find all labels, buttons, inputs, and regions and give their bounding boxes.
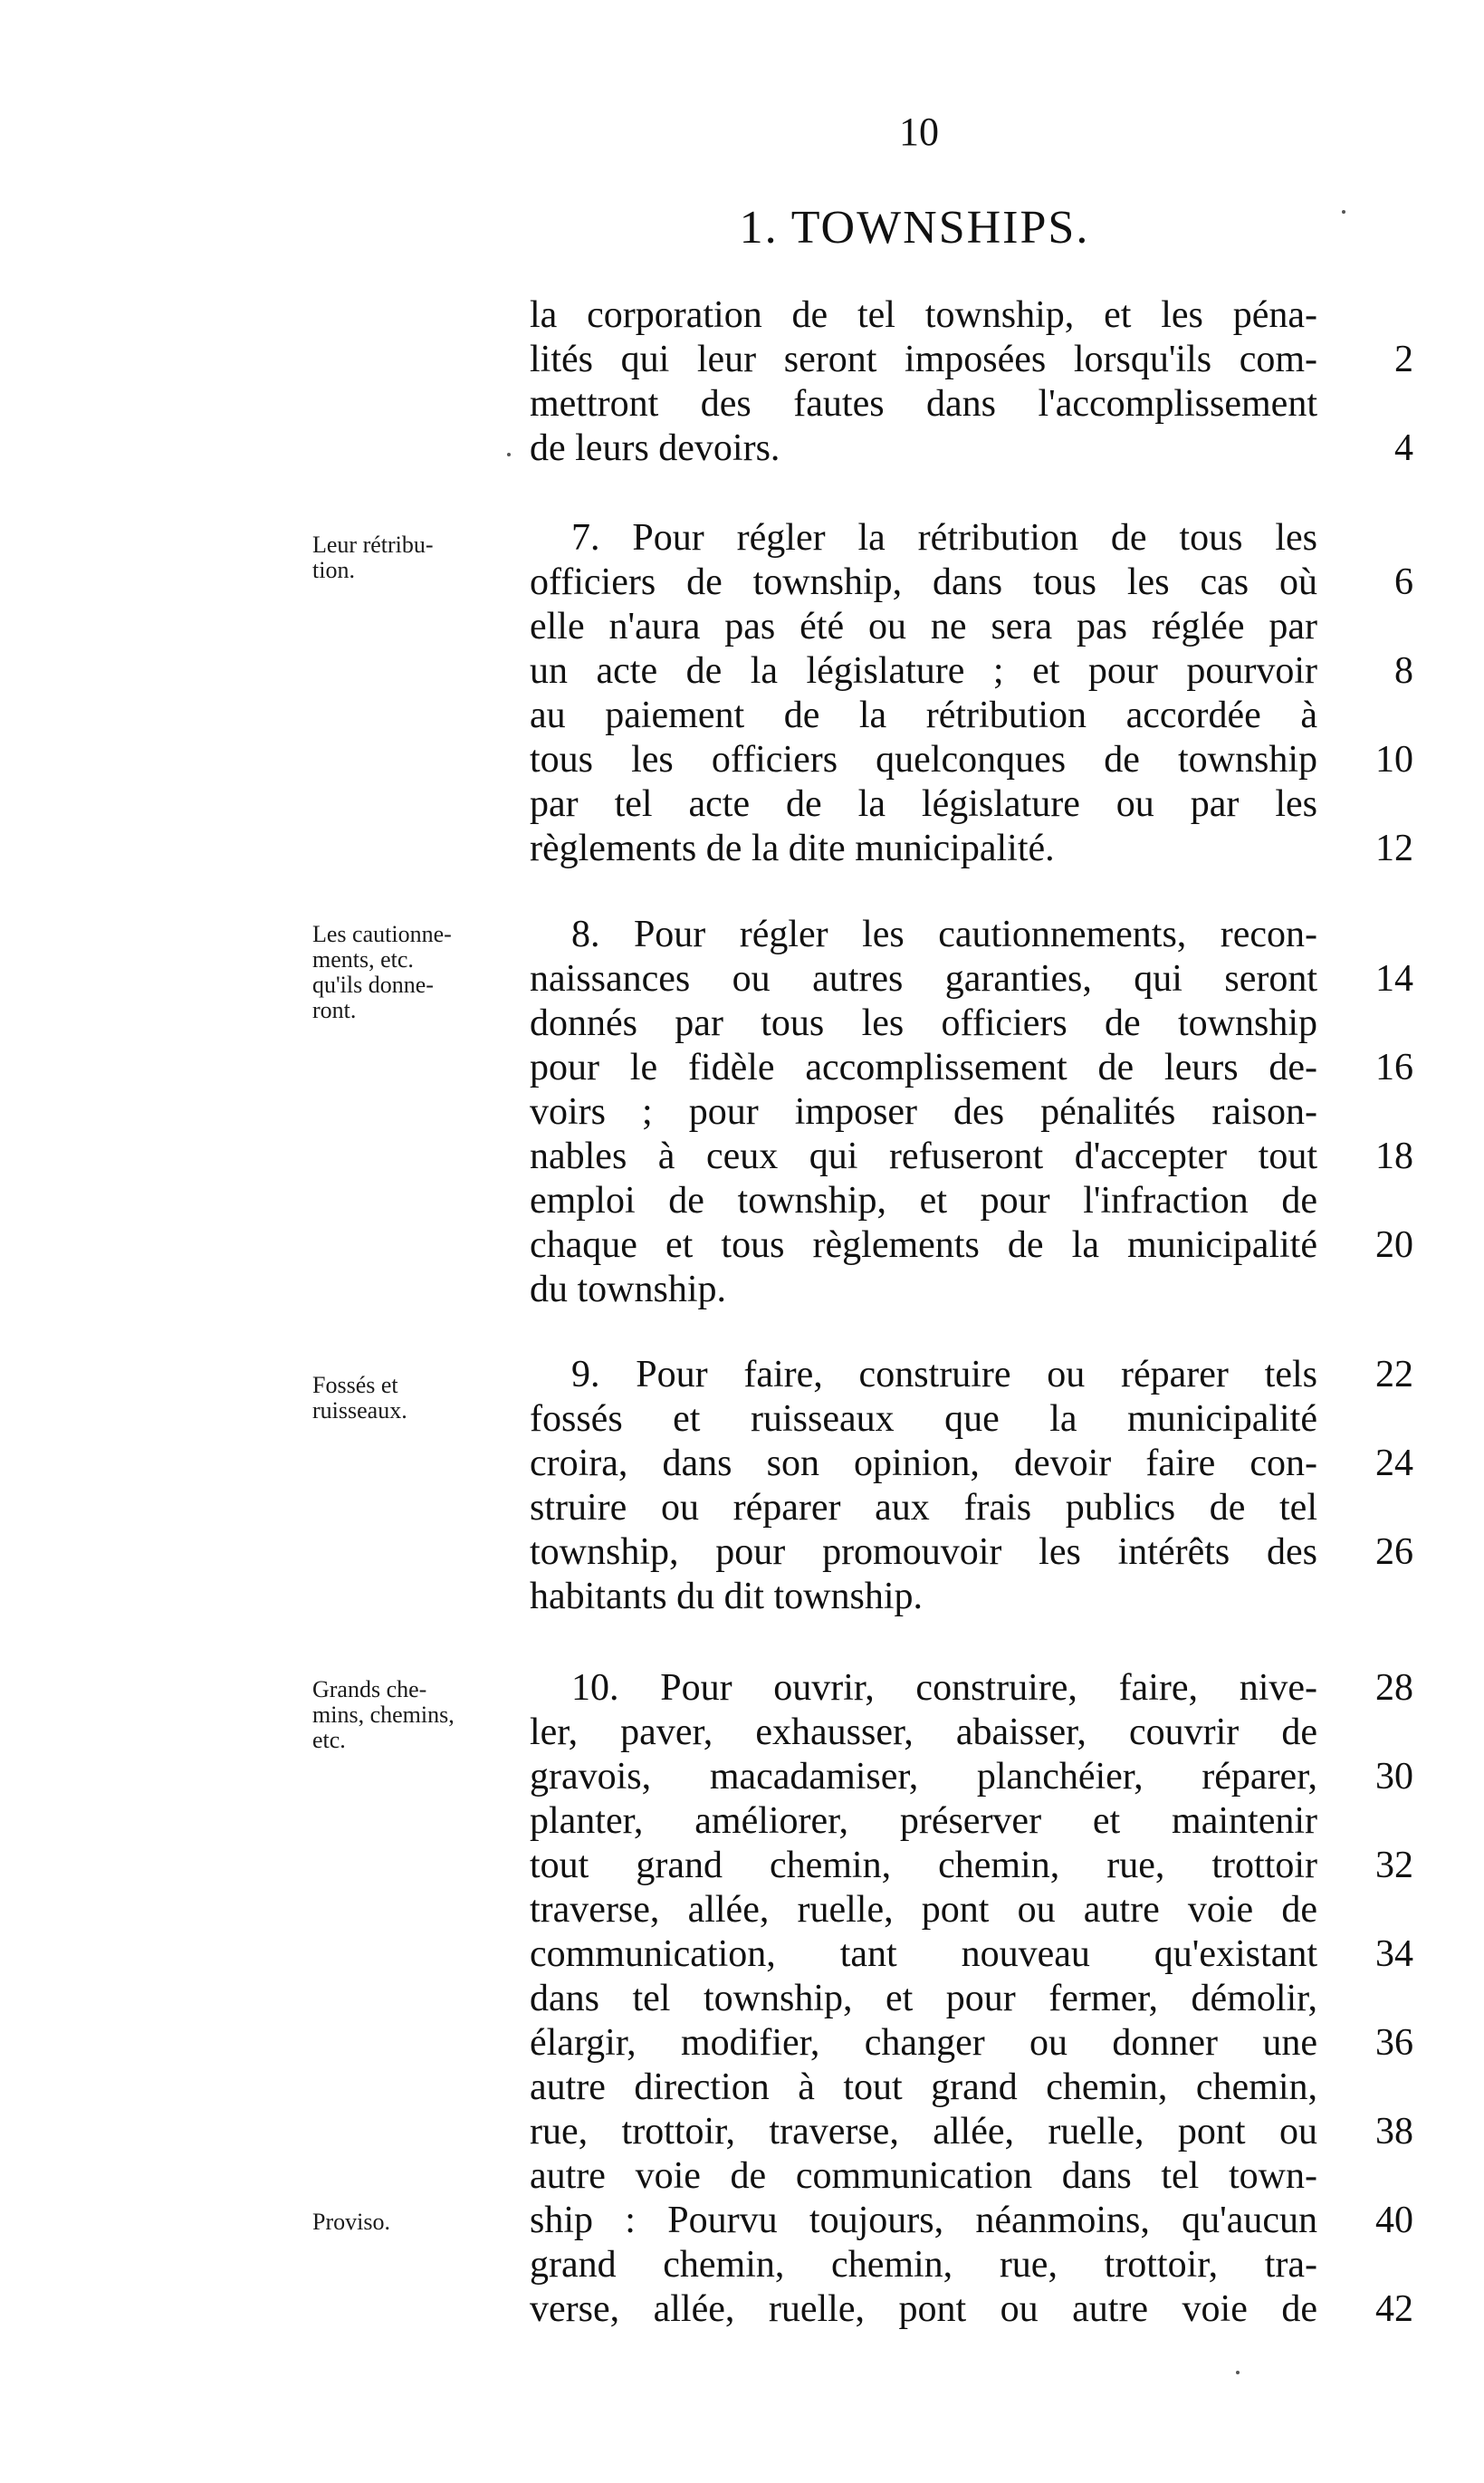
- text-line: [530, 1442, 1413, 1486]
- margin-note-line: mins, chemins,: [312, 1702, 455, 1728]
- text-line: [530, 382, 1317, 427]
- line-number: 12: [1375, 828, 1413, 869]
- text-line: [530, 1932, 1413, 1977]
- line-text: donnés par tous les officiers de township: [530, 1002, 1317, 1044]
- text-line: [530, 2243, 1317, 2287]
- text-line: [530, 1046, 1413, 1090]
- text-line: [530, 293, 1317, 338]
- line-number: 42: [1375, 2288, 1413, 2330]
- line-text: de leurs devoirs.: [530, 427, 780, 469]
- line-text: gravois, macadamiser, planchéier, réparer,: [530, 1756, 1317, 1798]
- margin-note-cautionnements: [312, 922, 512, 1023]
- text-line: [530, 2110, 1413, 2154]
- line-text: autre direction à tout grand chemin, chemin,: [530, 2066, 1317, 2108]
- text-line: [530, 1223, 1413, 1268]
- margin-note-line: Proviso.: [312, 2209, 390, 2235]
- margin-note-grands-chemins: [312, 1677, 512, 1753]
- line-text: un acte de la législature ; et pour pourvoir: [530, 650, 1317, 692]
- text-line: [530, 1711, 1317, 1755]
- margin-note-line: ments, etc.: [312, 946, 414, 973]
- margin-note-line: Leur rétribu-: [312, 532, 434, 558]
- text-line: [530, 1666, 1413, 1711]
- line-text: lités qui leur seront imposées lorsqu'ils com-: [530, 339, 1317, 380]
- line-text: ler, paver, exhausser, abaisser, couvrir de: [530, 1711, 1317, 1753]
- text-line: [530, 2154, 1317, 2199]
- line-number: 24: [1375, 1443, 1413, 1484]
- line-text: verse, allée, ruelle, pont ou autre voie de: [530, 2288, 1317, 2330]
- paragraph-9: [530, 1353, 1413, 1619]
- line-number: 36: [1375, 2022, 1413, 2064]
- line-text: fossés et ruisseaux que la municipalité: [530, 1398, 1317, 1440]
- paragraph-continuation: [530, 293, 1413, 471]
- text-line: [530, 1575, 1317, 1619]
- line-text: 7. Pour régler la rétribution de tous les: [571, 517, 1317, 559]
- line-text: au paiement de la rétribution accordée à: [530, 695, 1317, 736]
- margin-note-retribution: [312, 532, 512, 583]
- text-line: [530, 1844, 1413, 1888]
- line-text: elle n'aura pas été ou ne sera pas réglée par: [530, 606, 1317, 647]
- paragraph-8: [530, 913, 1413, 1312]
- line-text: ship : Pourvu toujours, néanmoins, qu'aucun: [530, 2200, 1317, 2241]
- text-line: [530, 1977, 1317, 2021]
- text-line: [530, 1888, 1317, 1932]
- line-text: 8. Pour régler les cautionnements, recon-: [571, 914, 1317, 955]
- text-line: [530, 1179, 1317, 1223]
- line-text: règlements de la dite municipalité.: [530, 828, 1055, 869]
- paragraph-7: [530, 516, 1413, 871]
- text-line: [530, 516, 1317, 561]
- text-line: [530, 427, 1413, 471]
- line-text: emploi de township, et pour l'infraction de: [530, 1180, 1317, 1222]
- line-text: naissances ou autres garanties, qui seront: [530, 958, 1317, 1000]
- print-speck: [1342, 210, 1345, 214]
- text-line: [530, 1530, 1413, 1575]
- margin-note-line: tion.: [312, 557, 355, 583]
- line-text: la corporation de tel township, et les péna-: [530, 294, 1317, 336]
- line-number: 38: [1375, 2111, 1413, 2152]
- line-number: 26: [1375, 1531, 1413, 1573]
- line-text: pour le fidèle accomplissement de leurs de-: [530, 1047, 1317, 1088]
- line-text: élargir, modifier, changer ou donner une: [530, 2022, 1317, 2064]
- margin-note-proviso: [312, 2210, 512, 2235]
- margin-note-line: ruisseaux.: [312, 1397, 407, 1424]
- text-line: [530, 338, 1413, 382]
- margin-note-line: Les cautionne-: [312, 921, 452, 947]
- line-text: habitants du dit township.: [530, 1576, 923, 1617]
- line-number: 18: [1375, 1136, 1413, 1177]
- line-number: 34: [1375, 1933, 1413, 1975]
- line-text: voirs ; pour imposer des pénalités raison-: [530, 1091, 1317, 1133]
- text-line: [530, 1090, 1317, 1135]
- text-line: [530, 913, 1317, 957]
- line-number: 28: [1375, 1667, 1413, 1709]
- margin-note-line: ront.: [312, 997, 357, 1023]
- line-text: struire ou réparer aux frais publics de tel: [530, 1487, 1317, 1529]
- line-text: mettront des fautes dans l'accomplissement: [530, 383, 1317, 425]
- line-text: dans tel township, et pour fermer, démolir,: [530, 1978, 1317, 2019]
- line-number: 2: [1394, 339, 1413, 380]
- line-text: grand chemin, chemin, rue, trottoir, tra-: [530, 2244, 1317, 2286]
- text-line: [530, 1755, 1413, 1799]
- margin-note-fosses: [312, 1373, 512, 1424]
- line-number: 32: [1375, 1845, 1413, 1886]
- running-head: 1. TOWNSHIPS.: [739, 202, 1090, 254]
- line-text: township, pour promouvoir les intérêts des: [530, 1531, 1317, 1573]
- text-line: [530, 1486, 1317, 1530]
- margin-note-line: etc.: [312, 1727, 346, 1753]
- line-text: nables à ceux qui refuseront d'accepter tout: [530, 1136, 1317, 1177]
- line-number: 4: [1394, 427, 1413, 469]
- text-line: [530, 649, 1413, 694]
- text-line: [530, 2287, 1413, 2332]
- line-number: 22: [1375, 1354, 1413, 1395]
- text-line: [530, 1002, 1317, 1046]
- line-text: croira, dans son opinion, devoir faire con-: [530, 1443, 1317, 1484]
- text-line: [530, 1353, 1413, 1397]
- line-text: officiers de township, dans tous les cas où: [530, 561, 1317, 603]
- line-text: 9. Pour faire, construire ou réparer tels: [571, 1354, 1317, 1395]
- margin-note-line: Grands che-: [312, 1676, 427, 1702]
- text-line: [530, 1135, 1413, 1179]
- line-number: 20: [1375, 1224, 1413, 1266]
- text-line: [530, 605, 1317, 649]
- text-line: [530, 1799, 1317, 1844]
- line-number: 14: [1375, 958, 1413, 1000]
- text-line: [530, 2021, 1413, 2066]
- line-text: communication, tant nouveau qu'existant: [530, 1933, 1317, 1975]
- line-text: par tel acte de la législature ou par les: [530, 783, 1317, 825]
- text-line: [530, 2066, 1317, 2110]
- print-speck: [507, 453, 511, 456]
- line-text: 10. Pour ouvrir, construire, faire, nive-: [571, 1667, 1317, 1709]
- line-number: 16: [1375, 1047, 1413, 1088]
- text-line: [530, 1268, 1317, 1312]
- line-text: tout grand chemin, chemin, rue, trottoir: [530, 1845, 1317, 1886]
- line-number: 6: [1394, 561, 1413, 603]
- text-line: [530, 782, 1317, 827]
- line-text: du township.: [530, 1269, 727, 1310]
- text-line: [530, 2199, 1413, 2243]
- line-number: 8: [1394, 650, 1413, 692]
- text-line: [530, 827, 1413, 871]
- margin-note-line: Fossés et: [312, 1372, 398, 1398]
- line-number: 10: [1375, 739, 1413, 781]
- text-line: [530, 561, 1413, 605]
- print-speck: [1236, 2371, 1240, 2374]
- text-line: [530, 1397, 1317, 1442]
- text-line: [530, 957, 1413, 1002]
- line-text: traverse, allée, ruelle, pont ou autre voie de: [530, 1889, 1317, 1931]
- page-number: 10: [899, 110, 939, 154]
- line-text: rue, trottoir, traverse, allée, ruelle, pont ou: [530, 2111, 1317, 2152]
- line-text: chaque et tous règlements de la municipalité: [530, 1224, 1317, 1266]
- line-number: 40: [1375, 2200, 1413, 2241]
- text-line: [530, 694, 1317, 738]
- paragraph-10: [530, 1666, 1413, 2332]
- text-line: [530, 738, 1413, 782]
- margin-note-line: qu'ils donne-: [312, 972, 434, 998]
- line-number: 30: [1375, 1756, 1413, 1798]
- line-text: autre voie de communication dans tel town-: [530, 2155, 1317, 2197]
- line-text: tous les officiers quelconques de township: [530, 739, 1317, 781]
- line-text: planter, améliorer, préserver et maintenir: [530, 1800, 1317, 1842]
